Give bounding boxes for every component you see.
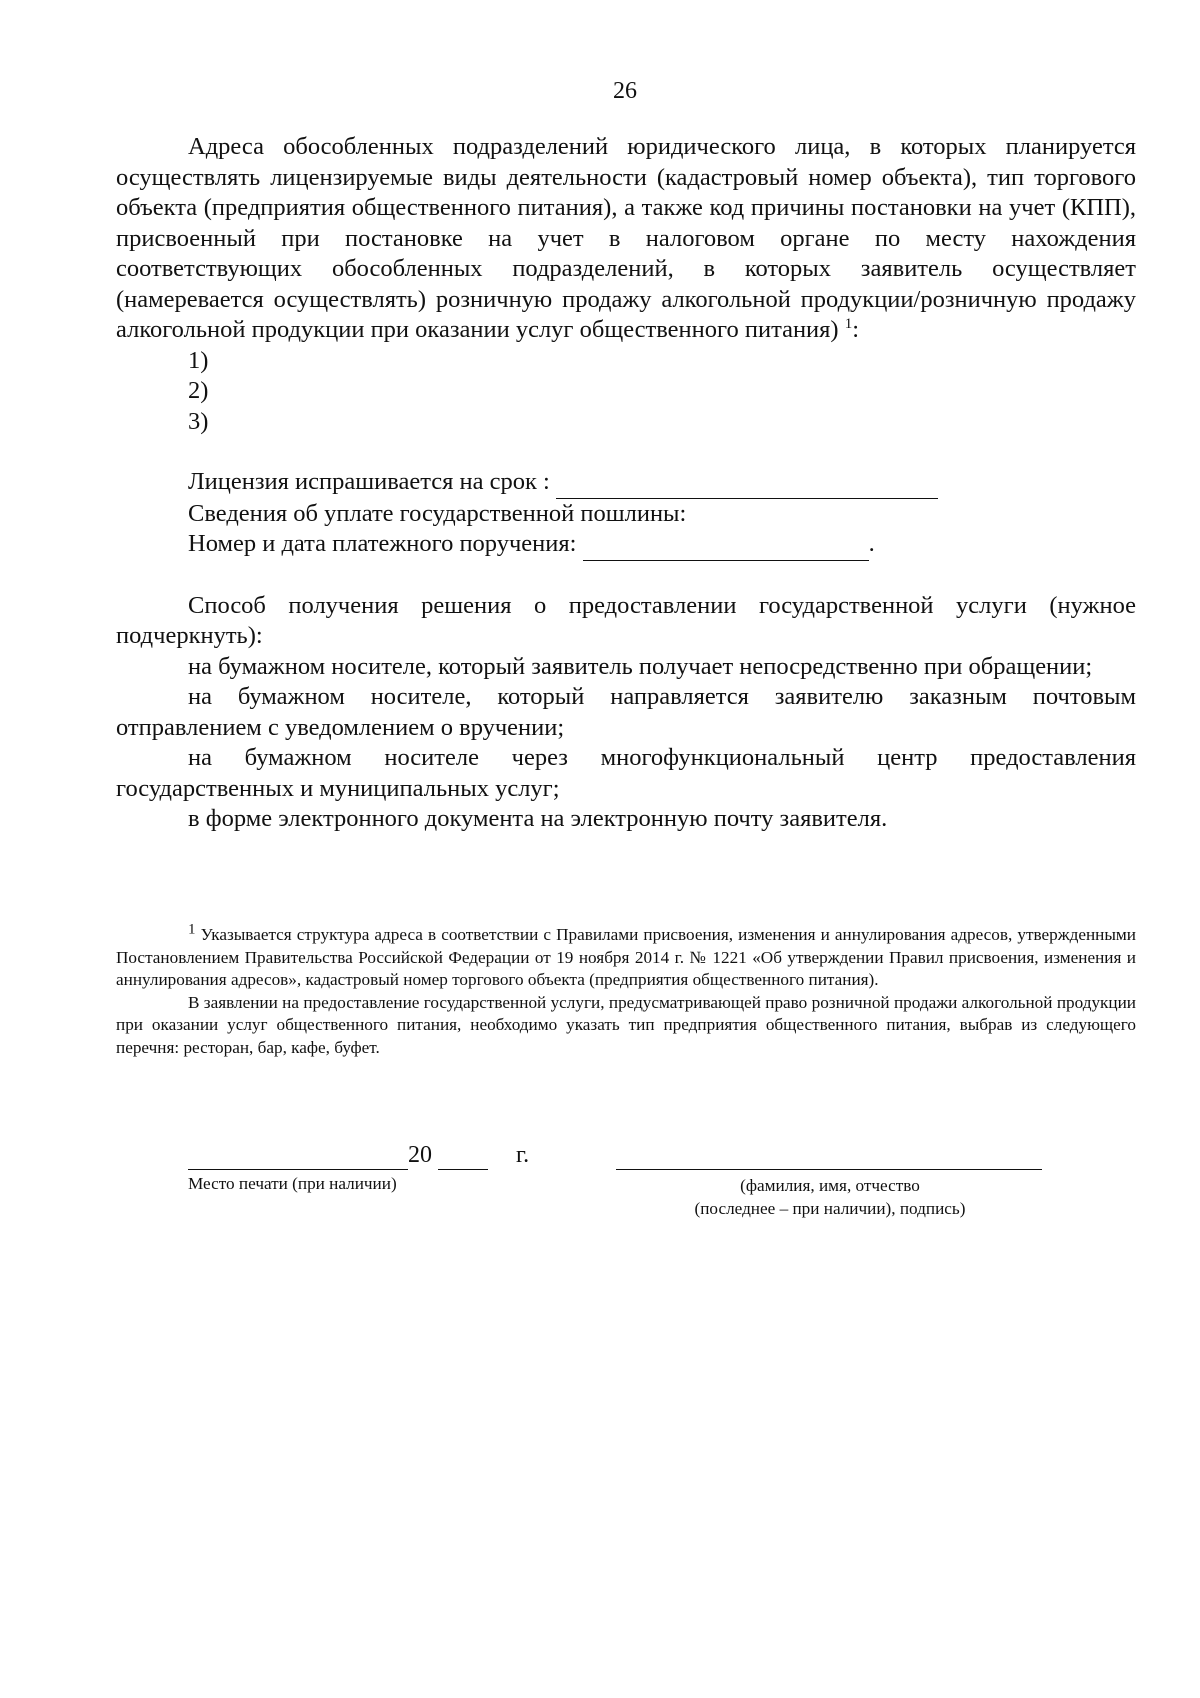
year-suffix: г. [516, 1142, 530, 1168]
year-field[interactable] [438, 1169, 488, 1170]
signature-field[interactable] [616, 1169, 1042, 1170]
footnote-mark: 1 [844, 315, 853, 332]
footnotes [116, 921, 1136, 1059]
year-prefix: 20 [408, 1142, 432, 1168]
footnote-1-mark: 1 [188, 921, 196, 938]
list-item: 1) [188, 346, 209, 374]
signature-caption [640, 1174, 1020, 1220]
method-intro: Способ получения решения о предоставлении государственной услуги (нужное подчеркнуть): [116, 591, 1136, 649]
signature-caption-line1: (фамилия, имя, отчество [740, 1176, 920, 1195]
addresses-text: Адреса обособленных подразделений юридического лица, в которых планируется осуществлять лицензируемые виды деятельности (кадастровый номер объекта), тип торгового объекта (предприятия общественного питания), а также код причины постановки на учет (КПП), присвоенный при постановке на учет в налоговом органе по месту нахождения соответствующих обособленных подразделений, в которых заявитель осуществляет (намеревается осуществлять) розничную продажу алкогольной продукции/розничную продажу алкогольной продукции при оказании услуг общественного питания) [116, 133, 1136, 343]
footnote-2: В заявлении на предоставление государственной услуги, предусматривающей право розничной продажи алкогольной продукции при оказании услуг общественного питания, необходимо указать тип предприятия общественного питания, выбрав из следующего перечня: ресторан, бар, кафе, буфет. [116, 992, 1136, 1057]
list-item: 2) [188, 377, 209, 404]
payment-order-field[interactable] [583, 529, 869, 561]
method-option[interactable]: на бумажном носителе, который заявитель получает непосредственно при обращении; [188, 652, 1093, 680]
list-item: 3) [188, 407, 209, 435]
footnote-1 [116, 921, 1136, 992]
addresses-paragraph [116, 132, 1136, 346]
payment-order-suffix: . [868, 530, 875, 557]
method-option[interactable]: на бумажном носителе, который направляется заявителю заказным почтовым отправлением с уведомлением о вручении; [116, 683, 1136, 741]
duty-info-label: Сведения об уплате государственной пошлины: [188, 499, 687, 527]
date-day-field[interactable] [188, 1169, 408, 1170]
footnote-1-text: Указывается структура адреса в соответствии с Правилами присвоения, изменения и аннулирования адресов, утвержденными Постановлением Правительства Российской Федерации от 19 ноября 2014 г. № 1221 «Об утверждении Правил присвоения, изменения и аннулирования адресов», кадастровый номер торгового объекта (предприятия общественного питания). [116, 925, 1136, 989]
license-term-label: Лицензия испрашивается на срок : [188, 468, 550, 495]
license-term-field[interactable] [556, 467, 938, 499]
license-term-row [188, 467, 1136, 499]
payment-order-row [188, 529, 1136, 561]
method-option[interactable]: на бумажном носителе через многофункциональный центр предоставления государственных и муниципальных услуг; [116, 744, 1136, 802]
page-number: 26 [613, 78, 637, 104]
signature-block [0, 1140, 1200, 1220]
payment-order-label: Номер и дата платежного поручения: [188, 530, 577, 557]
stamp-caption: Место печати (при наличии) [188, 1174, 397, 1193]
form-body [116, 132, 1136, 835]
addresses-suffix: : [852, 316, 860, 343]
method-option[interactable]: в форме электронного документа на электронную почту заявителя. [188, 805, 888, 832]
signature-caption-line2: (последнее – при наличии), подпись) [694, 1199, 966, 1218]
